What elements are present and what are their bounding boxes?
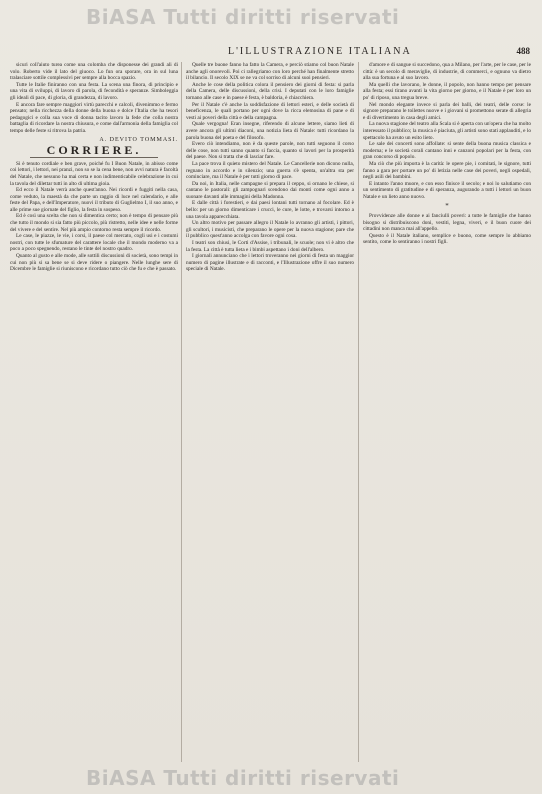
paragraph: Ma ciò che più importa è la carità: le opere pie, i comitati, le signore, tutti fanno a gara per portare un po' di letizia nelle case dei poveri, negli ospedali, negli asili dei bambini. (363, 160, 531, 181)
paragraph: Quale vergogna! Eran insegne, riferendo di alcune lettere, siamo lieti di avere ancora gli ultimi diaconi, una notizia lieta di Natale: tutti ricordano la parola buona del poeta e del filosofo. (186, 121, 354, 141)
page-number: 488 (516, 46, 530, 56)
paragraph: Per il Natale c'è anche la soddisfazione di lettori esteri, e delle società di beneficenza, le quali portano per ogni dove la ricca elemosina di pane e di vesti ai poveri della città e della campagna. (186, 101, 354, 121)
paragraph: Ed ecco il Natale verrà anche quest'anno. Nei ricordi e fuggiti nella casa, come veduto, la maestà da che parte un raggio di luce nel calendario, e alle feste del Papa, e dell'Imperatore, nuovi il tributo di Guglielmo I, il suo anno, e alle prime sue giornate del figlio, la festa in sospeso. (10, 187, 178, 213)
paragraph: Nel mondo elegante invece si parla dei balli, dei teatri, delle corse: le signore preparano le toilettes nuove e i giovani si promettono serate di allegria e di divertimento in casa degli amici. (363, 101, 531, 121)
watermark-top (86, 5, 399, 29)
publication-title: L'ILLUSTRAZIONE ITALIANA (228, 46, 412, 57)
paragraph: Provvidenze alle donne e ai fanciulli poveri: a tutte le famiglie che hanno bisogno si distribuiscono doni, vestiti, legna, viveri, e il buon cuore dei cittadini non manca mai all'appello. (363, 213, 531, 233)
paragraph: Evero ciò intendiamo, non è da queste parole, non tutti seguono il corso delle cose, non tutti sanno quanto si faccia, quanto si lavori per la prosperità del paese. Non si tratta che di lasciar fare. (186, 141, 354, 161)
paragraph: Questo è il Natale italiano, semplice e buono, come sempre lo abbiamo sentito, come lo sentiranno i nostri figli. (363, 232, 531, 246)
page-header (0, 46, 542, 60)
section-star: * (445, 202, 449, 211)
paragraph: Quanto al gusto e alle mode, alle sottili discussioni di società, sono tempi in cui non più si sa bene se si deve ridere o piangere. Nelle lunghe sere di Dicembre le famiglie si riuniscono e ricordano tutto ciò che fu e che è passato. (10, 253, 178, 273)
paragraph: Un altro motivo per passare allegro il Natale lo avranno gli artisti, i pittori, gli scultori, i musicisti, che preparano le opere per la nuova stagione; pare che il pubblico quest'anno accolga con favore ogni cosa. (186, 220, 354, 240)
column-3 (363, 62, 531, 762)
paragraph: sicuri coll'aiuto turea come una colomba che disponesse dei grandi ali di volo. Roberto vide il lato del giuoco. Lo fun ora sporare, ora in sul luna tralasciare sottile complessivi per sempre alla bocca spazio. (10, 62, 178, 82)
watermark-bottom-text: BiASA Tutti diritti riservati (86, 766, 400, 790)
paragraph: La nuova stagione del teatro alla Scala si è aperta con un'opera che ha molto interessato il pubblico; la musica è piaciuta, gli artisti sono stati applauditi, e lo spettacolo ha avuto un esito lieto. (363, 121, 531, 141)
paragraph: d'amore e di sangue si succedono, qua a Milano, per l'arte, per le case, per le città: è un secolo di meraviglie, di industrie, di commerci, e ognuno va dietro alla sua fortuna e al suo lavoro. (363, 62, 531, 82)
column-1 (10, 62, 178, 762)
column-divider (358, 62, 359, 762)
watermark-top-text: BiASA Tutti diritti riservati (86, 5, 400, 29)
paragraph: I teatri son chiusi, le Corti d'Assise, i tribunali, le scuole; non vi è altro che la festa. La città è tutta lieta e i bimbi aspettano i doni dell'albero. (186, 240, 354, 253)
paragraph: Le sale dei concerti sono affollate: si sente della buona musica classica e moderna; e le società corali cantano inni e canzoni popolari per la festa, con gran concorso di popolo. (363, 141, 531, 161)
paragraph: I giornali annunciano che i lettori troveranno nei giorni di festa un maggior numero di pagine illustrate e di racconti, e l'Illustrazione offre il suo numero speciale di Natale. (186, 253, 354, 273)
paragraph: Tutte le Italie finiranno con una festa. La scena una finora, di principio e una vita di sviluppi, di lavoro di parola, di fecondità e speranze. Simboleggia gli ideali di pace, di gloria, di grandezza, di lavoro. (10, 81, 178, 101)
paragraph: Quelle tre buone fanno ha fatto la Camera, e perciò stiamo col buon Natale anche agli onorevoli. Poi ci rallegriamo con loro perché han finalmente stretto il bilancio. Il secolo XIX se ne va col sorriso di alcuni suoi pensieri. (186, 62, 354, 82)
paragraph: Da noi, in Italia, nelle campagne si prepara il ceppo, si ornano le chiese, si cantano le pastorali: gli zampognari scendono dai monti come ogni anno a suonare davanti alle immagini della Madonna. (186, 180, 354, 200)
watermark-bottom (86, 766, 399, 790)
column-divider (181, 62, 182, 762)
section-title: CORRIERE. (46, 143, 142, 158)
paragraph: Anche le cose della politica colora il pensiero dei giorni di festa: si parla della Camera, delle discussioni, della crisi. I deputati con le loro famiglie tornano alle case e in paese è festa, è baldoria, è chiacchiera. (186, 81, 354, 101)
paragraph: Si è tenuto cordiale e ben grave, poiché fu I Buon Natale, in abisso come coi lettori, i lettori, nei pranzi, non so se la cena bene, non avvi natura è facoltà del Natale, che nessuno ha mai certa e non indimenticabile celebrazione in cui la tavola del dilettar tutti in alto di ultima gioia. (10, 160, 178, 187)
column-2 (186, 62, 354, 762)
paragraph: La pace trova il quieto mistero del Natale. Le Cancellerie non dicono nulla, regnano in accordo e in silenzio; una guerra s'è spenta, un'altra sta per cominciare, ma il Natale è per tutti giorno di pace. (186, 160, 354, 181)
paragraph: E dalle città i forestieri, e dai paesi lontani tutti tornano al focolare. Ed è bello: per un giorno dimenticare i crucci, le cure, le lotte, e trovarsi intorno a una tavola apparecchiata. (186, 200, 354, 220)
paragraph: E ancora fare sempre maggiori virtù parecchi e calcoli, divenimmo e fermo pensato; nella ricchezza della donne della buona e dolce l'Italia che ha tesori pedagogici e colla sua voce di donna tacito lavoro la fede che colla nostra battaglia di ricordare la nostra chiusura, e come dall'armonia della famiglia col tempo delle feste si ritrova la patria. (10, 101, 178, 134)
paragraph: Ed è così una scelta che non si dimentica certo; non è tempo di pensare più che tutto il mondo si sia fatto più piccolo, più ristretto, nelle idee e nelle forme del vivere e del sentire. Nel più ampio contorno resta sempre il ricordo. (10, 213, 178, 233)
paragraph: Le case, le piazze, le vie, i corsi, il paese col mercato, cogli usi e i costumi nostri, con tutte le sfumature del carattere locale che il mondo moderno va a poco a poco spegnendo, restano le tinte del nostro quadro. (10, 233, 178, 253)
author-signature: A. DEVITO TOMMASI. (99, 136, 178, 143)
paragraph: E intanto l'anno muore, e con esso finisce il secolo; e noi lo salutiamo con un sentimento di gratitudine e di speranza, augurando a tutti i lettori un buon Natale e un lieto anno nuovo. (363, 180, 531, 200)
paragraph: Ma quelli che lavorano, le donne, il popolo, non hanno tempo per pensare alla festa; essi tirano avanti la vita giorno per giorno, e il Natale è per loro un po' di riposo, una tregua breve. (363, 81, 531, 101)
